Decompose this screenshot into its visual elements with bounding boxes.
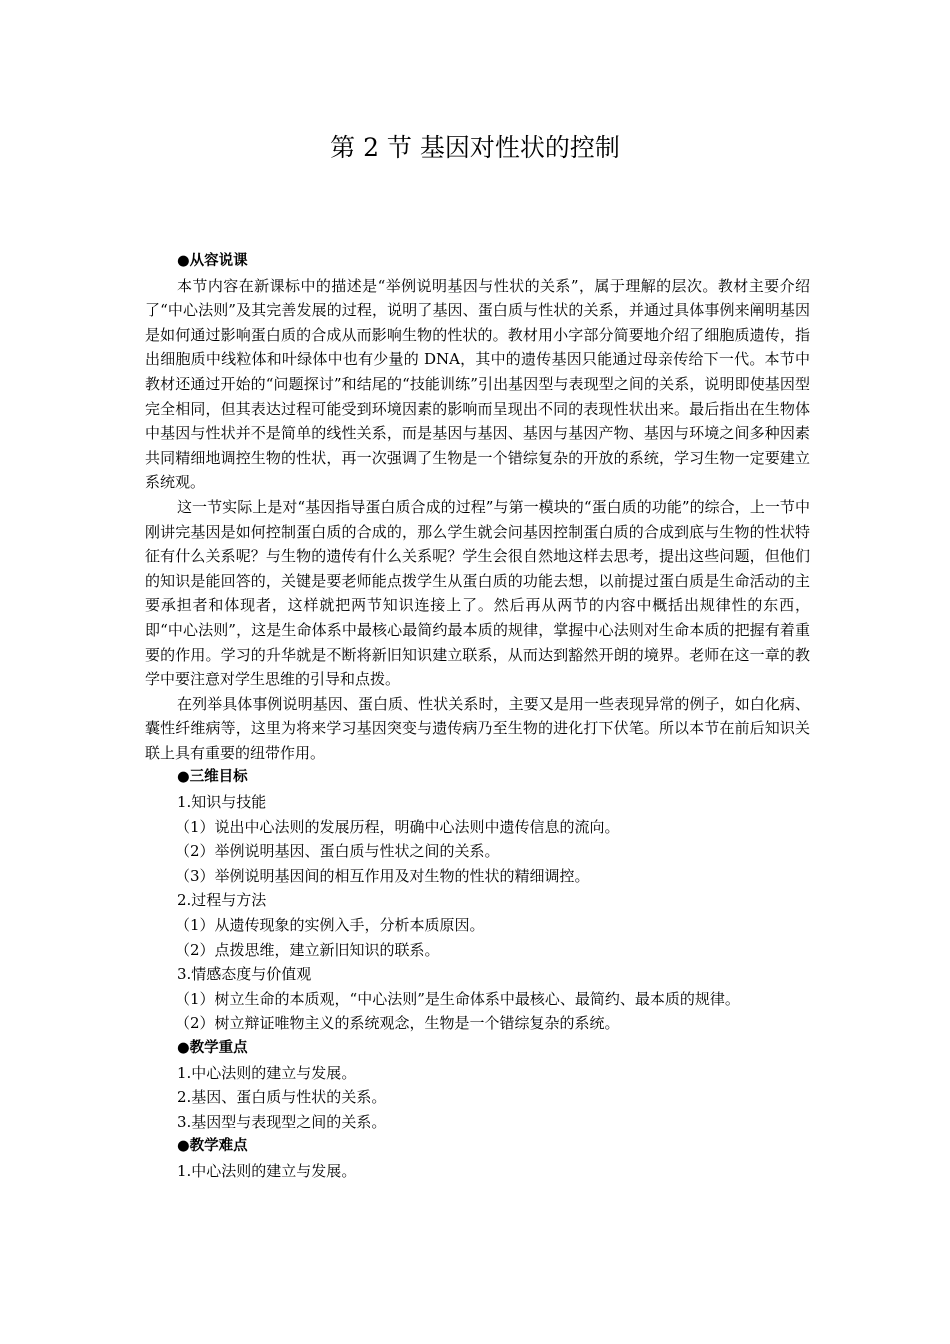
paragraph: 在列举具体事例说明基因、蛋白质、性状关系时，主要又是用一些表现异常的例子，如白化病、囊性纤维病等，这里为将来学习基因突变与遗传病乃至生物的进化打下伏笔。所以本节在前后知识关联上具有重要的纽带作用。 — [145, 694, 810, 762]
key-point-item: 2.基因、蛋白质与性状的关系。 — [177, 1088, 387, 1107]
goal-item: （2）点拨思维，建立新旧知识的联系。 — [175, 940, 440, 959]
paragraph: 本节内容在新课标中的描述是“举例说明基因与性状的关系”，属于理解的层次。教材主要介绍了“中心法则”及其完善发展的过程，说明了基因、蛋白质与性状的关系，并通过具体事例来阐明基因是如何通过影响蛋白质的合成从而影响生物的性状的。教材用小字部分简要地介绍了细胞质遗传，指出细胞质中线粒体和叶绿体中也有少量的 DNA，其中的遗传基因只能通过母亲传给下一代。本节中教材还通过开始的“问题探讨”和结尾的“技能训练”引出基因型与表现型之间的关系，说明即使基因型完全相同，但其表达过程可能受到环境因素的影响而呈现出不同的表现性状出来。最后指出在生物体中基因与性状并不是简单的线性关系，而是基因与基因、基因与基因产物、基因与环境之间多种因素共同精细地调控生物的性状，再一次强调了生物是一个错综复杂的开放的系统，学习生物一定要建立系统观。 — [145, 276, 810, 492]
paragraph: 这一节实际上是对“基因指导蛋白质合成的过程”与第一模块的“蛋白质的功能”的综合，上一节中刚讲完基因是如何控制蛋白质的合成的，那么学生就会问基因控制蛋白质的合成到底与生物的性状特征有什么关系呢？与生物的遗传有什么关系呢？学生会很自然地这样去思考，提出这些问题，但他们的知识是能回答的，关键是要老师能点拨学生从蛋白质的功能去想，以前提过蛋白质是生命活动的主要承担者和体现者，这样就把两节知识连接上了。然后再从两节的内容中概括出规律性的东西，即“中心法则”，这是生命体系中最核心最简约最本质的规律，掌握中心法则对生命本质的把握有着重要的作用。学习的升华就是不断将新旧知识建立联系，从而达到豁然开朗的境界。老师在这一章的教学中要注意对学生思维的引导和点拨。 — [145, 497, 810, 689]
goal-group-label: 2.过程与方法 — [177, 891, 267, 910]
goal-item: （2）举例说明基因、蛋白质与性状之间的关系。 — [175, 842, 500, 861]
page-title: 第 2 节 基因对性状的控制 — [330, 133, 620, 162]
section-heading-key-points: ●教学重点 — [177, 1040, 248, 1056]
section-heading-difficulties: ●教学难点 — [177, 1138, 248, 1155]
difficulty-item: 1.中心法则的建立与发展。 — [177, 1161, 357, 1180]
goal-item: （1）从遗传现象的实例入手，分析本质原因。 — [175, 916, 485, 935]
goal-item: （3）举例说明基因间的相互作用及对生物的性状的精细调控。 — [175, 866, 590, 885]
goal-group-label: 1.知识与技能 — [177, 793, 267, 812]
goal-item: （1）说出中心法则的发展历程，明确中心法则中遗传信息的流向。 — [175, 817, 620, 836]
key-point-item: 1.中心法则的建立与发展。 — [177, 1063, 357, 1082]
document-body — [145, 249, 810, 1184]
goal-item: （1）树立生命的本质观，“中心法则”是生命体系中最核心、最简约、最本质的规律。 — [175, 989, 740, 1008]
section-heading-three-goals: ●三维目标 — [177, 769, 248, 786]
section-heading-lesson-talk: ●从容说课 — [177, 253, 248, 269]
goal-item: （2）树立辩证唯物主义的系统观念，生物是一个错综复杂的系统。 — [175, 1014, 620, 1033]
key-point-item: 3.基因型与表现型之间的关系。 — [177, 1112, 387, 1131]
goal-group-label: 3.情感态度与价值观 — [177, 965, 312, 984]
